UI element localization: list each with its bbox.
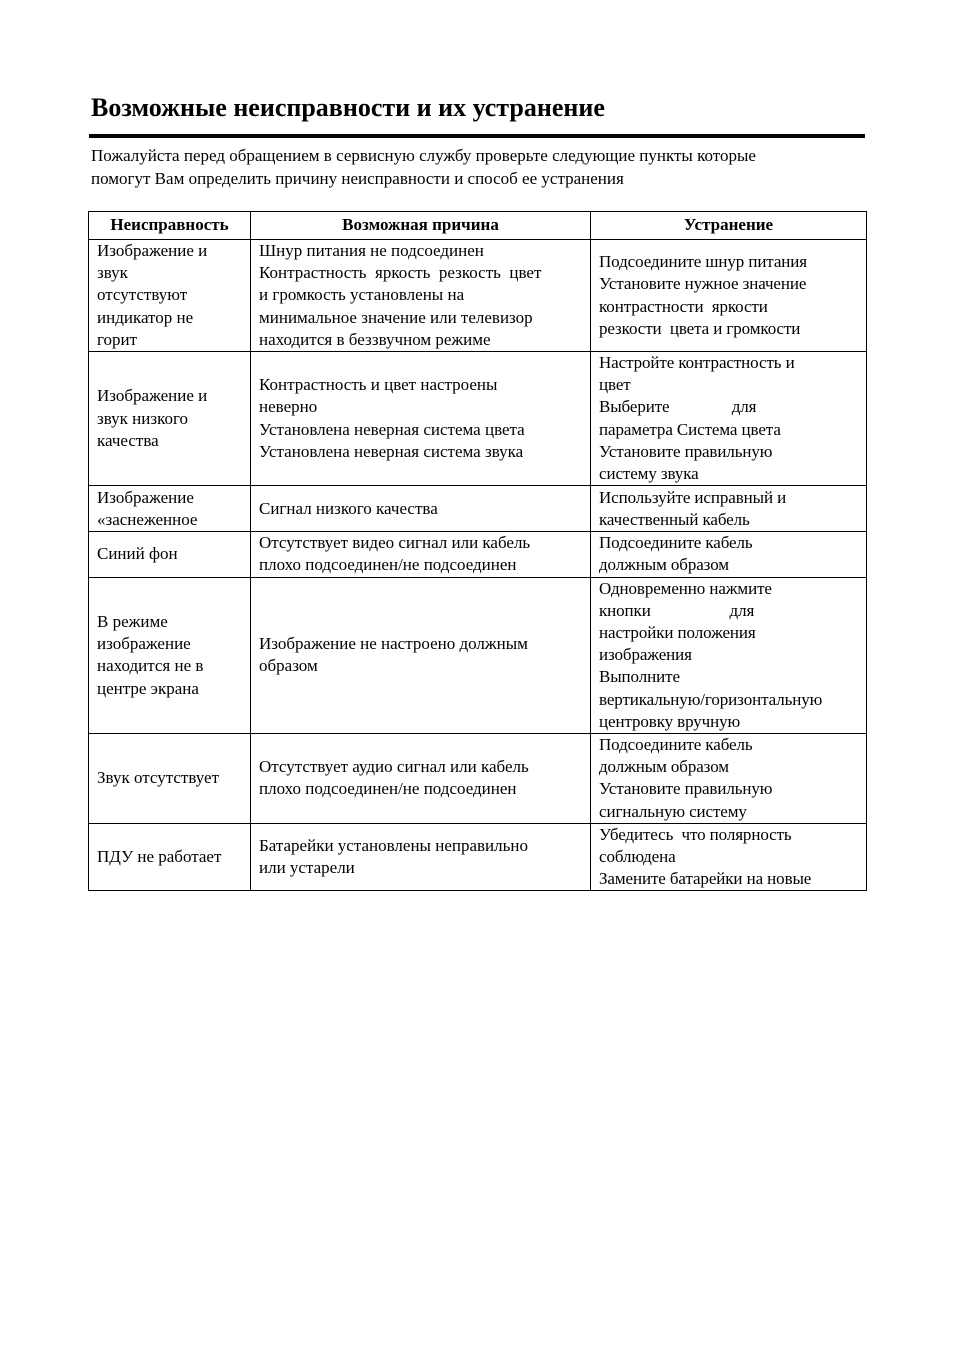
- cause-cell: [251, 240, 591, 352]
- cell-line: Установлена неверная система цвета: [259, 419, 525, 439]
- table-header-row: [89, 212, 867, 240]
- table-row: [89, 352, 867, 486]
- cell-line: Батарейки установлены неправильно: [259, 835, 528, 855]
- cell-line: Сигнал низкого качества: [259, 498, 438, 518]
- fix-cell: [591, 486, 867, 532]
- table-row: [89, 240, 867, 352]
- cell-line: и громкость установлены на: [259, 285, 465, 305]
- cell-line: Выберите для: [599, 397, 757, 417]
- cell-line: Подсоедините кабель: [599, 533, 753, 553]
- cell-line: Настройте контрастность и: [599, 353, 795, 373]
- intro-paragraph: [91, 145, 864, 190]
- cell-line: качественный кабель: [599, 509, 750, 529]
- table-row: [89, 532, 867, 577]
- table-body: [89, 240, 867, 891]
- cause-cell: [251, 352, 591, 486]
- cell-line: индикатор не: [97, 307, 194, 327]
- cell-line: В режиме: [97, 611, 168, 631]
- cell-line: неверно: [259, 397, 318, 417]
- cell-line: Выполните: [599, 667, 680, 687]
- cell-line: Отсутствует видео сигнал или кабель: [259, 533, 531, 553]
- cell-line: Установлена неверная система звука: [259, 441, 524, 461]
- cell-line: звук: [97, 263, 128, 283]
- cell-line: звук низкого: [97, 408, 189, 428]
- cell-line: образом: [259, 656, 318, 676]
- cell-line: Контрастность и цвет настроены: [259, 375, 498, 395]
- cell-line: или устарели: [259, 858, 355, 878]
- header-fault: Неисправность: [89, 212, 251, 240]
- fault-cell: [89, 734, 251, 824]
- cell-line: «заснеженное: [97, 509, 198, 529]
- title-divider: [89, 134, 865, 138]
- cell-line: плохо подсоединен/не подсоединен: [259, 779, 517, 799]
- cell-line: резкости цвета и громкости: [599, 318, 801, 338]
- cell-line: Установите правильную: [599, 779, 773, 799]
- header-fix: Устранение: [591, 212, 867, 240]
- fix-cell: [591, 352, 867, 486]
- cause-cell: [251, 577, 591, 733]
- cell-line: Используйте исправный и: [599, 487, 787, 507]
- cell-line: центровку вручную: [599, 711, 741, 731]
- cell-line: Замените батарейки на новые: [599, 869, 812, 889]
- cell-line: Изображение и: [97, 386, 208, 406]
- cell-line: должным образом: [599, 757, 729, 777]
- cell-line: Убедитесь что полярность: [599, 824, 792, 844]
- cell-line: Синий фон: [97, 544, 178, 564]
- fix-cell: [591, 823, 867, 891]
- cell-line: находится не в: [97, 656, 204, 676]
- troubleshooting-table: [88, 211, 867, 891]
- cell-line: Изображение не настроено должным: [259, 634, 528, 654]
- cell-line: Шнур питания не подсоединен: [259, 241, 484, 260]
- fault-cell: [89, 486, 251, 532]
- intro-line: Пожалуйста перед обращением в сервисную службу проверьте следующие пункты которые: [91, 146, 756, 165]
- cell-line: Контрастность яркость резкость цвет: [259, 263, 542, 283]
- cell-line: кнопки для: [599, 600, 755, 620]
- cell-line: цвет: [599, 375, 631, 395]
- cell-line: Изображение и: [97, 241, 208, 260]
- cell-line: плохо подсоединен/не подсоединен: [259, 555, 517, 575]
- cause-cell: [251, 486, 591, 532]
- cell-line: Изображение: [97, 487, 194, 507]
- table-row: [89, 734, 867, 824]
- cell-line: изображения: [599, 645, 692, 665]
- cell-line: изображение: [97, 634, 191, 654]
- cell-line: Одновременно нажмите: [599, 578, 772, 598]
- cell-line: горит: [97, 329, 138, 349]
- cell-line: качества: [97, 430, 159, 450]
- cell-line: параметра Система цвета: [599, 419, 781, 439]
- cell-line: находится в беззвучном режиме: [259, 329, 491, 349]
- cell-line: настройки положения: [599, 623, 756, 643]
- cell-line: Установите нужное значение: [599, 274, 807, 294]
- cell-line: сигнальную систему: [599, 801, 747, 821]
- table-row: [89, 486, 867, 532]
- header-cause: Возможная причина: [251, 212, 591, 240]
- fix-cell: [591, 240, 867, 352]
- fix-cell: [591, 734, 867, 824]
- fix-cell: [591, 577, 867, 733]
- table-row: [89, 577, 867, 733]
- cell-line: минимальное значение или телевизор: [259, 307, 533, 327]
- cell-line: Отсутствует аудио сигнал или кабель: [259, 757, 529, 777]
- cause-cell: [251, 823, 591, 891]
- cell-line: систему звука: [599, 464, 699, 484]
- cause-cell: [251, 532, 591, 577]
- cause-cell: [251, 734, 591, 824]
- fault-cell: [89, 240, 251, 352]
- fault-cell: [89, 352, 251, 486]
- cell-line: должным образом: [599, 555, 729, 575]
- cell-line: Подсоедините шнур питания: [599, 252, 808, 272]
- table-row: [89, 823, 867, 891]
- cell-line: ПДУ не работает: [97, 847, 222, 867]
- page-title: Возможные неисправности и их устранение: [91, 93, 605, 122]
- fix-cell: [591, 532, 867, 577]
- cell-line: отсутствуют: [97, 285, 188, 305]
- fault-cell: [89, 532, 251, 577]
- fault-cell: [89, 823, 251, 891]
- fault-cell: [89, 577, 251, 733]
- cell-line: соблюдена: [599, 847, 676, 867]
- cell-line: контрастности яркости: [599, 296, 768, 316]
- cell-line: Звук отсутствует: [97, 768, 220, 788]
- cell-line: Подсоедините кабель: [599, 735, 753, 755]
- cell-line: Установите правильную: [599, 441, 773, 461]
- intro-line: помогут Вам определить причину неисправности и способ ее устранения: [91, 168, 624, 188]
- cell-line: вертикальную/горизонтальную: [599, 689, 823, 709]
- cell-line: центре экрана: [97, 678, 199, 698]
